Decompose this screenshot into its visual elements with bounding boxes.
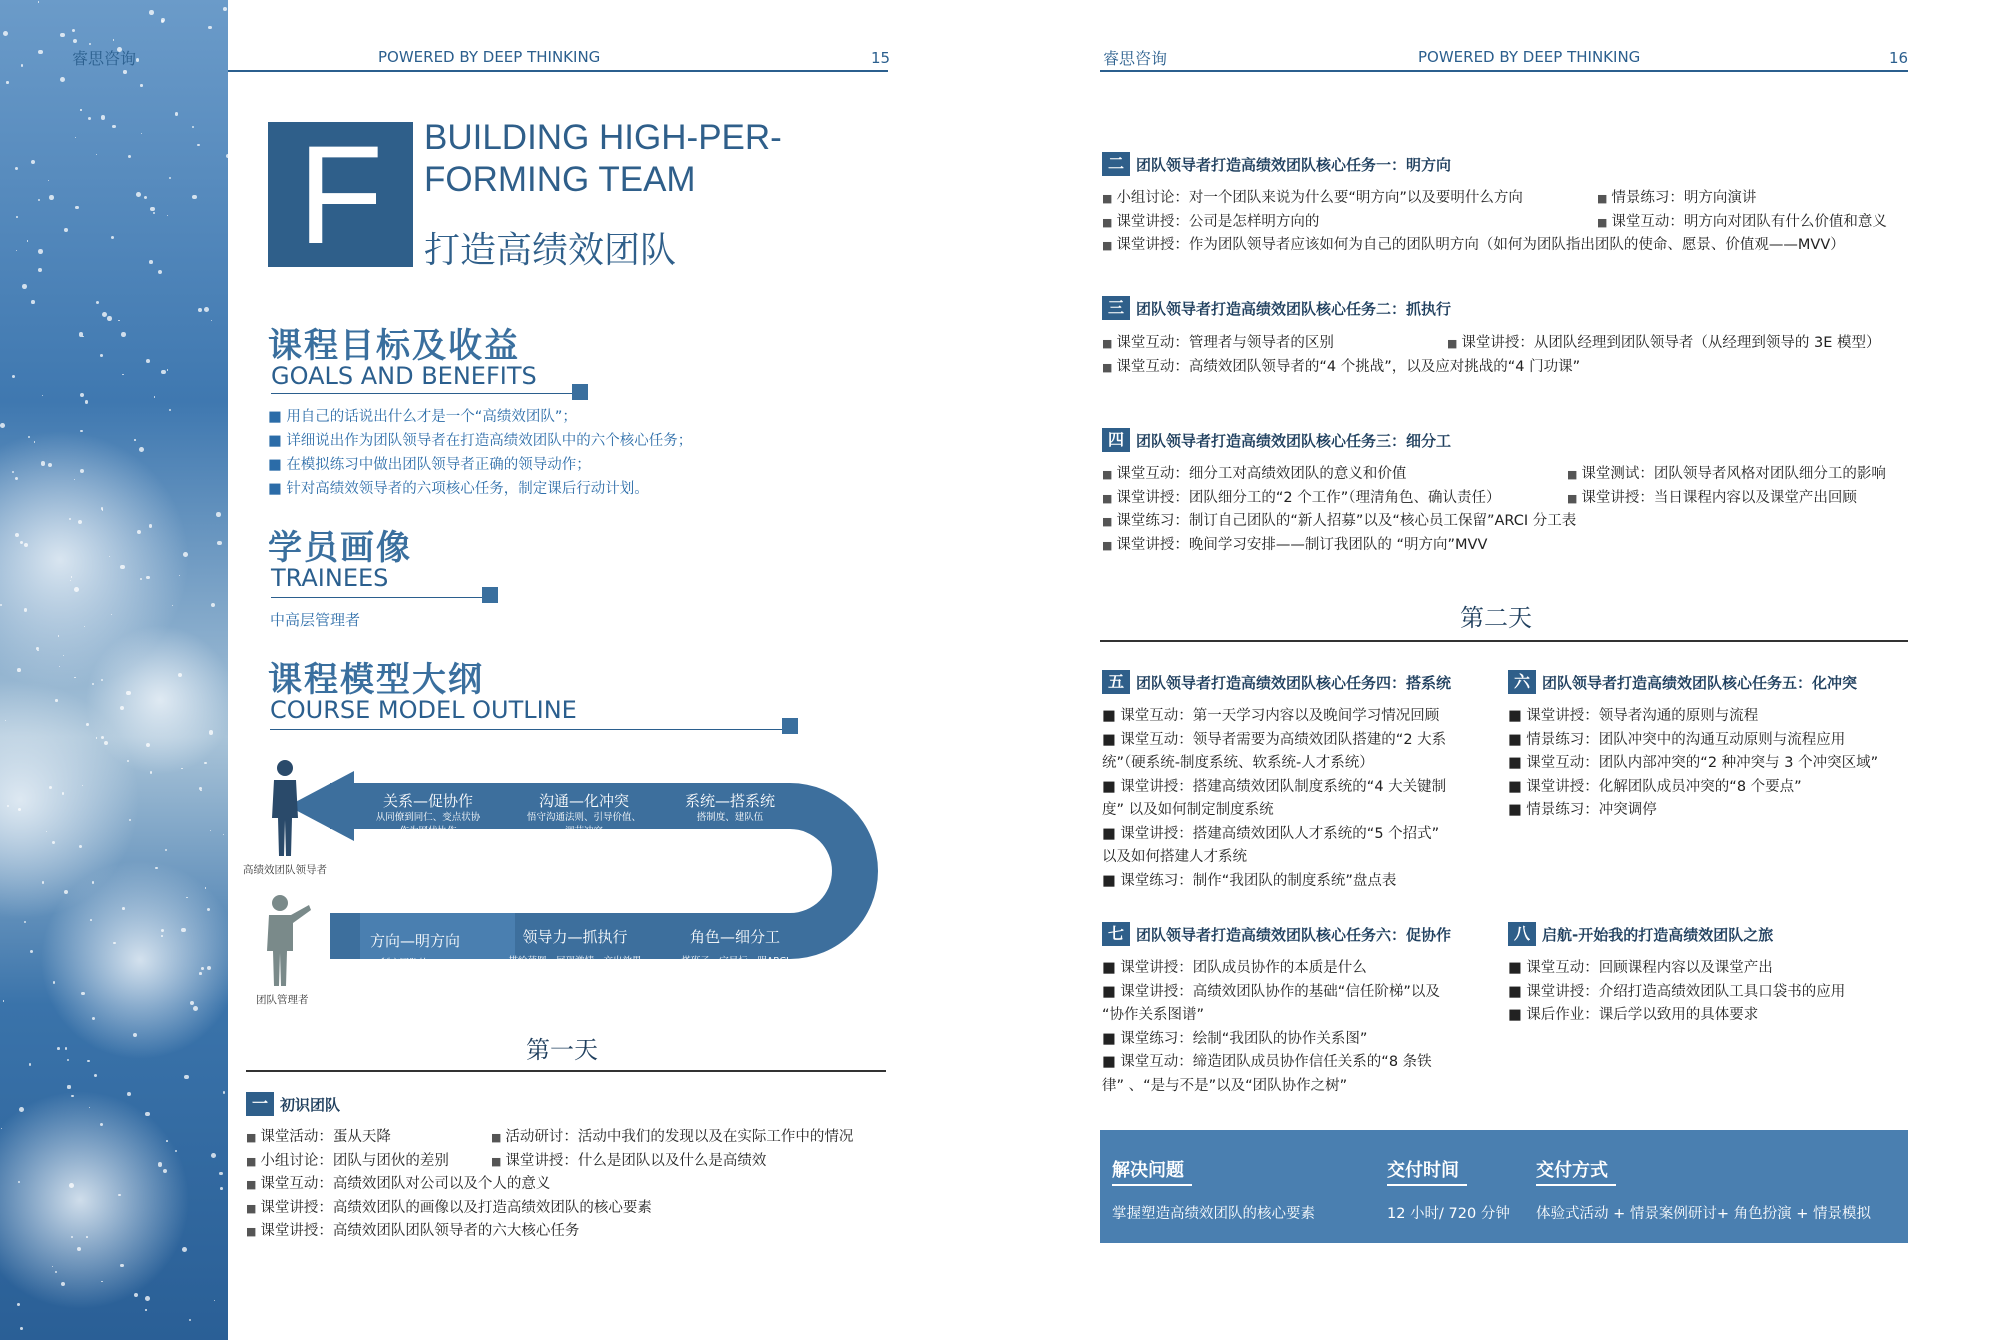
section-4-header: 四 团队领导者打造高绩效团队核心任务三：细分工 xyxy=(1102,428,1451,452)
road-step-system: 系统—搭系统 搭制度、建队伍 xyxy=(684,792,775,823)
section-3-body: ■ 课堂互动：管理者与领导者的区别 ■ 课堂讲授：从团队经理到团队领导者（从经理到领导的 3E 模型） ■ 课堂互动：高绩效团队领导者的“4 个挑战”，以及应对挑战的“4 门功课” xyxy=(1102,335,1881,375)
hero-title-zh: 打造高绩效团队 xyxy=(424,230,677,271)
section-5-body: ■ 课堂互动：第一天学习内容以及晚间学习情况回顾 ■ 课堂互动：领导者需要为高绩效团队搭建的“2 大系 统”（硬系统-制度系统、软系统-人才系统） ■ 课堂讲授：搭建高绩效团队制度系统的“4 大关键制 度” 以及如何制定制度系统 ■ 课堂讲授：搭建高绩效团队人才系统的“5 个招式” 以及如何搭建人才系统 ■ 课堂练习：制作“我团队的制度系统”盘点表 xyxy=(1102,708,1447,889)
day2-rule xyxy=(1100,640,1908,642)
manager-label: 团队管理者 xyxy=(256,994,309,1006)
section-6-body: ■ 课堂讲授：领导者沟通的原则与流程 ■ 情景练习：团队冲突中的沟通互动原则与流程应用 ■ 课堂互动：团队内部冲突的“2 种冲突与 3 个冲突区域” ■ 课堂讲授：化解团队成员冲突的“8 个要点” ■ 情景练习：冲突调停 xyxy=(1508,708,1879,818)
summary-rule-3 xyxy=(1536,1184,1616,1186)
road-step-direction: 方向—明方向 制定团队的MVV xyxy=(369,932,460,969)
decorative-paint-background xyxy=(0,0,228,1340)
section-3-header: 三 团队领导者打造高绩效团队核心任务二：抓执行 xyxy=(1102,296,1451,320)
summary-bar xyxy=(1100,1130,1908,1243)
goals-list xyxy=(268,405,692,501)
day2-title: 第二天 xyxy=(1460,604,1532,632)
outline-marker xyxy=(782,718,798,734)
goal-item: ■ 用自己的话说出什么才是一个“高绩效团队”； xyxy=(268,409,577,425)
tagline-right: POWERED BY DEEP THINKING xyxy=(1418,48,1641,66)
trainees-underline xyxy=(271,597,495,598)
goals-title-zh: 课程目标及收益 xyxy=(268,326,520,366)
brand-left: 睿思咨询 xyxy=(72,49,137,68)
road-step-leadership: 领导力—抓执行 描绘蓝图、展现激情、交出效果 xyxy=(508,928,642,967)
summary-rule-1 xyxy=(1112,1184,1192,1186)
section-1-header: 一 初识团队 xyxy=(246,1092,340,1116)
section-4-body: ■ 课堂互动：细分工对高绩效团队的意义和价值 ■ 课堂测试：团队领导者风格对团队细分工的影响 ■ 课堂讲授：团队细分工的“2 个工作”（理清角色、确认责任） ■ 课堂讲授：当日课程内容以及课堂产出回顾 ■ 课堂练习：制订自己团队的“新人招募”以及“核心员工保留”ARCI 分工表 ■ 课堂讲授：晚间学习安排——制订我团队的 “明方向”MVV xyxy=(1102,466,1886,553)
goals-marker xyxy=(572,384,588,400)
section-1-body: ■ 课堂活动：蛋从天降 ■ 活动研讨：活动中我们的发现以及在实际工作中的情况 ■ 小组讨论：团队与团伙的差别 ■ 课堂讲授：什么是团队以及什么是高绩效 ■ 课堂互动：高绩效团队对公司以及个人的意义 ■ 课堂讲授：高绩效团队的画像以及打造高绩效团队的核心要素 ■ 课堂讲授：高绩效团队团队领导者的六大核心任务 xyxy=(246,1129,854,1239)
goal-item: ■ 在模拟练习中做出团队领导者正确的领导动作； xyxy=(268,457,591,473)
trainees-title-zh: 学员画像 xyxy=(268,528,412,568)
hero-title-en-1: BUILDING HIGH-PER- xyxy=(424,118,782,157)
header-rule-left xyxy=(228,70,888,72)
section-8-header: 八 启航-开始我的打造高绩效团队之旅 xyxy=(1508,922,1773,946)
summary-problem-heading: 解决问题 xyxy=(1112,1160,1184,1181)
trainees-desc: 中高层管理者 xyxy=(270,611,361,629)
section-2-header: 二 团队领导者打造高绩效团队核心任务一：明方向 xyxy=(1102,152,1451,176)
goal-item: ■ 针对高绩效领导者的六项核心任务，制定课后行动计划。 xyxy=(268,481,649,497)
trainees-title-en: TRAINEES xyxy=(271,564,389,592)
outline-underline xyxy=(270,729,792,730)
page-number-right: 16 xyxy=(1889,49,1909,67)
leader-figure-icon xyxy=(270,758,300,858)
summary-rule-2 xyxy=(1387,1184,1467,1186)
road-step-communication: 沟通—化冲突 悟守沟通法则、引导价值、 调节冲突 xyxy=(526,792,641,837)
goals-underline xyxy=(271,393,587,394)
road-step-role: 角色—细分工 搭班子、定目标、明ARCI xyxy=(681,928,789,967)
section-2-body: ■ 小组讨论：对一个团队来说为什么要“明方向”以及要明什么方向 ■ 情景练习：明方向演讲 ■ 课堂讲授：公司是怎样明方向的 ■ 课堂互动：明方向对团队有什么价值和意义 ■ 课堂讲授：作为团队领导者应该如何为自己的团队明方向（如何为团队指出团队的使命、愿景、价值观——MVV） xyxy=(1102,190,1887,253)
header-rule-right xyxy=(1100,70,1908,72)
summary-delivery-heading: 交付方式 xyxy=(1536,1160,1608,1181)
tagline-left: POWERED BY DEEP THINKING xyxy=(378,48,601,66)
manager-figure-icon xyxy=(265,893,315,988)
trainees-marker xyxy=(482,587,498,603)
section-6-header: 六 团队领导者打造高绩效团队核心任务五：化冲突 xyxy=(1508,670,1857,694)
outline-title-en: COURSE MODEL OUTLINE xyxy=(270,696,577,724)
goals-title-en: GOALS AND BENEFITS xyxy=(271,362,537,390)
summary-problem-value: 掌握塑造高绩效团队的核心要素 xyxy=(1112,1206,1315,1222)
day1-rule xyxy=(246,1070,886,1072)
road-step-relationship: 关系—促协作 从同僚到同仁、变点状协 作为网状协作 xyxy=(375,792,481,837)
day1-title: 第一天 xyxy=(526,1036,598,1064)
outline-title-zh: 课程模型大纲 xyxy=(268,660,484,700)
section-7-header: 七 团队领导者打造高绩效团队核心任务六：促协作 xyxy=(1102,922,1451,946)
brand-right: 睿思咨询 xyxy=(1103,49,1168,68)
summary-time-heading: 交付时间 xyxy=(1387,1160,1459,1181)
leader-label: 高绩效团队领导者 xyxy=(243,864,327,876)
section-5-header: 五 团队领导者打造高绩效团队核心任务四：搭系统 xyxy=(1102,670,1451,694)
summary-time-value: 12 小时/ 720 分钟 xyxy=(1387,1206,1510,1222)
goal-item: ■ 详细说出作为团队领导者在打造高绩效团队中的六个核心任务； xyxy=(268,433,693,449)
hero-title-en-2: FORMING TEAM xyxy=(424,160,696,199)
section-7-body: ■ 课堂讲授：团队成员协作的本质是什么 ■ 课堂讲授：高绩效团队协作的基础“信任阶梯”以及 “协作关系图谱” ■ 课堂练习：绘制“我团队的协作关系图” ■ 课堂互动：缔造团队成员协作信任关系的“8 条铁 律” 、“是与不是”以及“团队协作之树” xyxy=(1102,960,1440,1094)
summary-delivery-value: 体验式活动 + 情景案例研讨+ 角色扮演 + 情景模拟 xyxy=(1536,1206,1871,1222)
hero-letter-block: F xyxy=(268,122,413,267)
section-8-body: ■ 课堂互动：回顾课程内容以及课堂产出 ■ 课堂讲授：介绍打造高绩效团队工具口袋书的应用 ■ 课后作业：课后学以致用的具体要求 xyxy=(1508,960,1846,1023)
page-number-left: 15 xyxy=(871,49,891,67)
